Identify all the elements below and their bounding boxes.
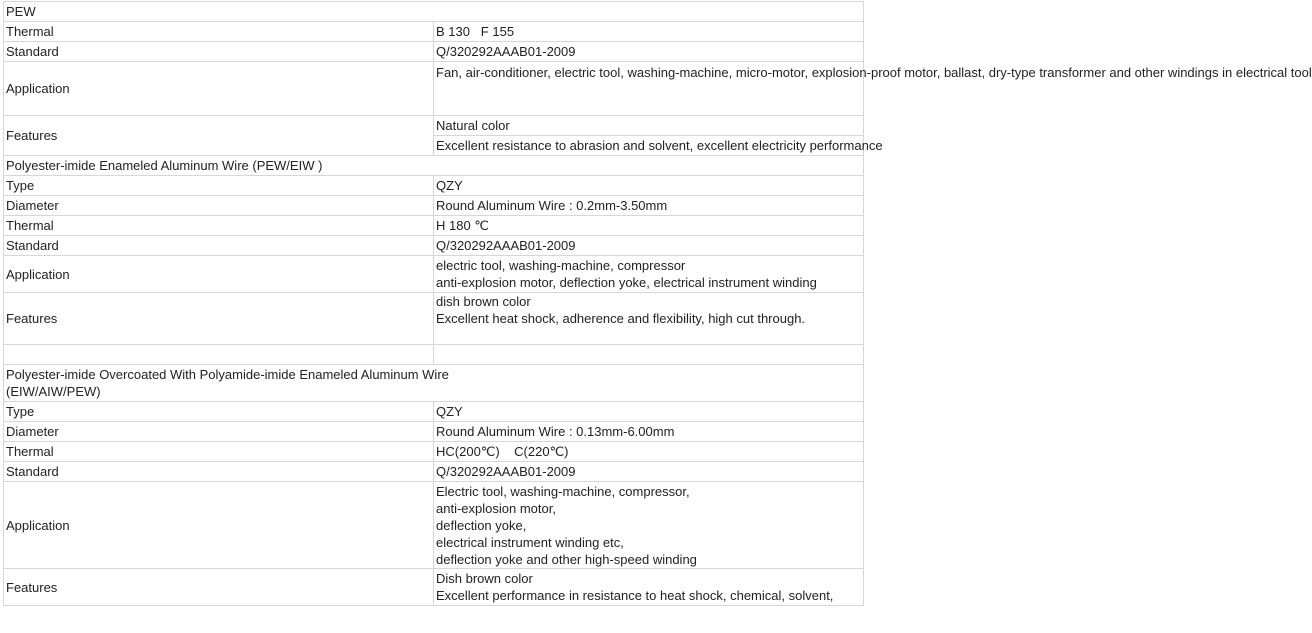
thermal-value: H 180 ℃ bbox=[434, 216, 864, 236]
application-line: anti-explosion motor, deflection yoke, electrical instrument winding bbox=[436, 275, 817, 290]
standard-value: Q/320292AAAB01-2009 bbox=[434, 42, 864, 62]
section-title: Polyester-imide Enameled Aluminum Wire (PEW/EIW ) bbox=[4, 156, 864, 176]
type-value: QZY bbox=[434, 176, 864, 196]
table-row bbox=[4, 116, 864, 136]
diameter-value: Round Aluminum Wire : 0.13mm-6.00mm bbox=[434, 422, 864, 442]
application-line: deflection yoke and other high-speed winding bbox=[436, 551, 697, 567]
type-label: Type bbox=[4, 402, 434, 422]
type-label: Type bbox=[4, 176, 434, 196]
section-title-line: (EIW/AIW/PEW) bbox=[6, 384, 101, 399]
application-value bbox=[434, 482, 864, 569]
thermal-label: Thermal bbox=[4, 22, 434, 42]
table-row bbox=[4, 196, 864, 216]
diameter-label: Diameter bbox=[4, 196, 434, 216]
thermal-value: B 130 F 155 bbox=[434, 22, 864, 42]
product-spec-table bbox=[3, 1, 1312, 606]
application-line: electrical instrument winding etc, bbox=[436, 534, 624, 550]
application-line: electric tool, washing-machine, compressor bbox=[436, 258, 686, 273]
table-row bbox=[4, 236, 864, 256]
table-row bbox=[4, 345, 864, 365]
application-label: Application bbox=[4, 482, 434, 569]
empty-cell bbox=[434, 345, 864, 365]
features-line: Dish brown color bbox=[436, 571, 533, 586]
application-line: deflection yoke, bbox=[436, 517, 527, 533]
standard-label: Standard bbox=[4, 462, 434, 482]
table-row bbox=[4, 256, 864, 293]
table-row bbox=[4, 216, 864, 236]
features-line: Excellent heat shock, adherence and flexibility, high cut through. bbox=[436, 311, 806, 326]
features-line: dish brown color bbox=[436, 294, 531, 309]
section-title: PEW bbox=[4, 2, 864, 22]
section-title-line: Polyester-imide Overcoated With Polyamide-imide Enameled Aluminum Wire bbox=[6, 367, 449, 382]
table-row bbox=[4, 462, 864, 482]
application-value bbox=[434, 256, 864, 293]
standard-value: Q/320292AAAB01-2009 bbox=[434, 462, 864, 482]
table-row bbox=[4, 42, 864, 62]
table-row bbox=[4, 482, 864, 569]
application-label: Application bbox=[4, 256, 434, 293]
table-row bbox=[4, 569, 864, 606]
features-label: Features bbox=[4, 116, 434, 156]
thermal-label: Thermal bbox=[4, 216, 434, 236]
standard-label: Standard bbox=[4, 42, 434, 62]
features-label: Features bbox=[4, 293, 434, 345]
features-value: Excellent resistance to abrasion and solvent, excellent electricity performance bbox=[434, 136, 864, 156]
section-title-row bbox=[4, 156, 864, 176]
type-value: QZY bbox=[434, 402, 864, 422]
features-value bbox=[434, 569, 864, 606]
standard-label: Standard bbox=[4, 236, 434, 256]
application-line: Electric tool, washing-machine, compressor, bbox=[436, 483, 690, 499]
features-label: Features bbox=[4, 569, 434, 606]
table-row bbox=[4, 62, 864, 116]
thermal-value: HC(200℃) C(220℃) bbox=[434, 442, 864, 462]
table-row bbox=[4, 422, 864, 442]
standard-value: Q/320292AAAB01-2009 bbox=[434, 236, 864, 256]
section-title-row bbox=[4, 2, 864, 22]
table-row bbox=[4, 442, 864, 462]
section-title-row bbox=[4, 365, 864, 402]
application-value: Fan, air-conditioner, electric tool, washing-machine, micro-motor, explosion-proof motor, ballast, dry-type transformer and other windings in electrical tool bbox=[434, 62, 864, 116]
features-line: Excellent performance in resistance to heat shock, chemical, solvent, bbox=[436, 588, 834, 603]
features-value bbox=[434, 293, 864, 345]
diameter-label: Diameter bbox=[4, 422, 434, 442]
thermal-label: Thermal bbox=[4, 442, 434, 462]
application-label: Application bbox=[4, 62, 434, 116]
empty-cell bbox=[4, 345, 434, 365]
table-row bbox=[4, 402, 864, 422]
features-value: Natural color bbox=[434, 116, 864, 136]
section-title bbox=[4, 365, 864, 402]
table-row bbox=[4, 293, 864, 345]
application-line: anti-explosion motor, bbox=[436, 500, 556, 516]
table-row bbox=[4, 176, 864, 196]
diameter-value: Round Aluminum Wire : 0.2mm-3.50mm bbox=[434, 196, 864, 216]
table-row bbox=[4, 22, 864, 42]
